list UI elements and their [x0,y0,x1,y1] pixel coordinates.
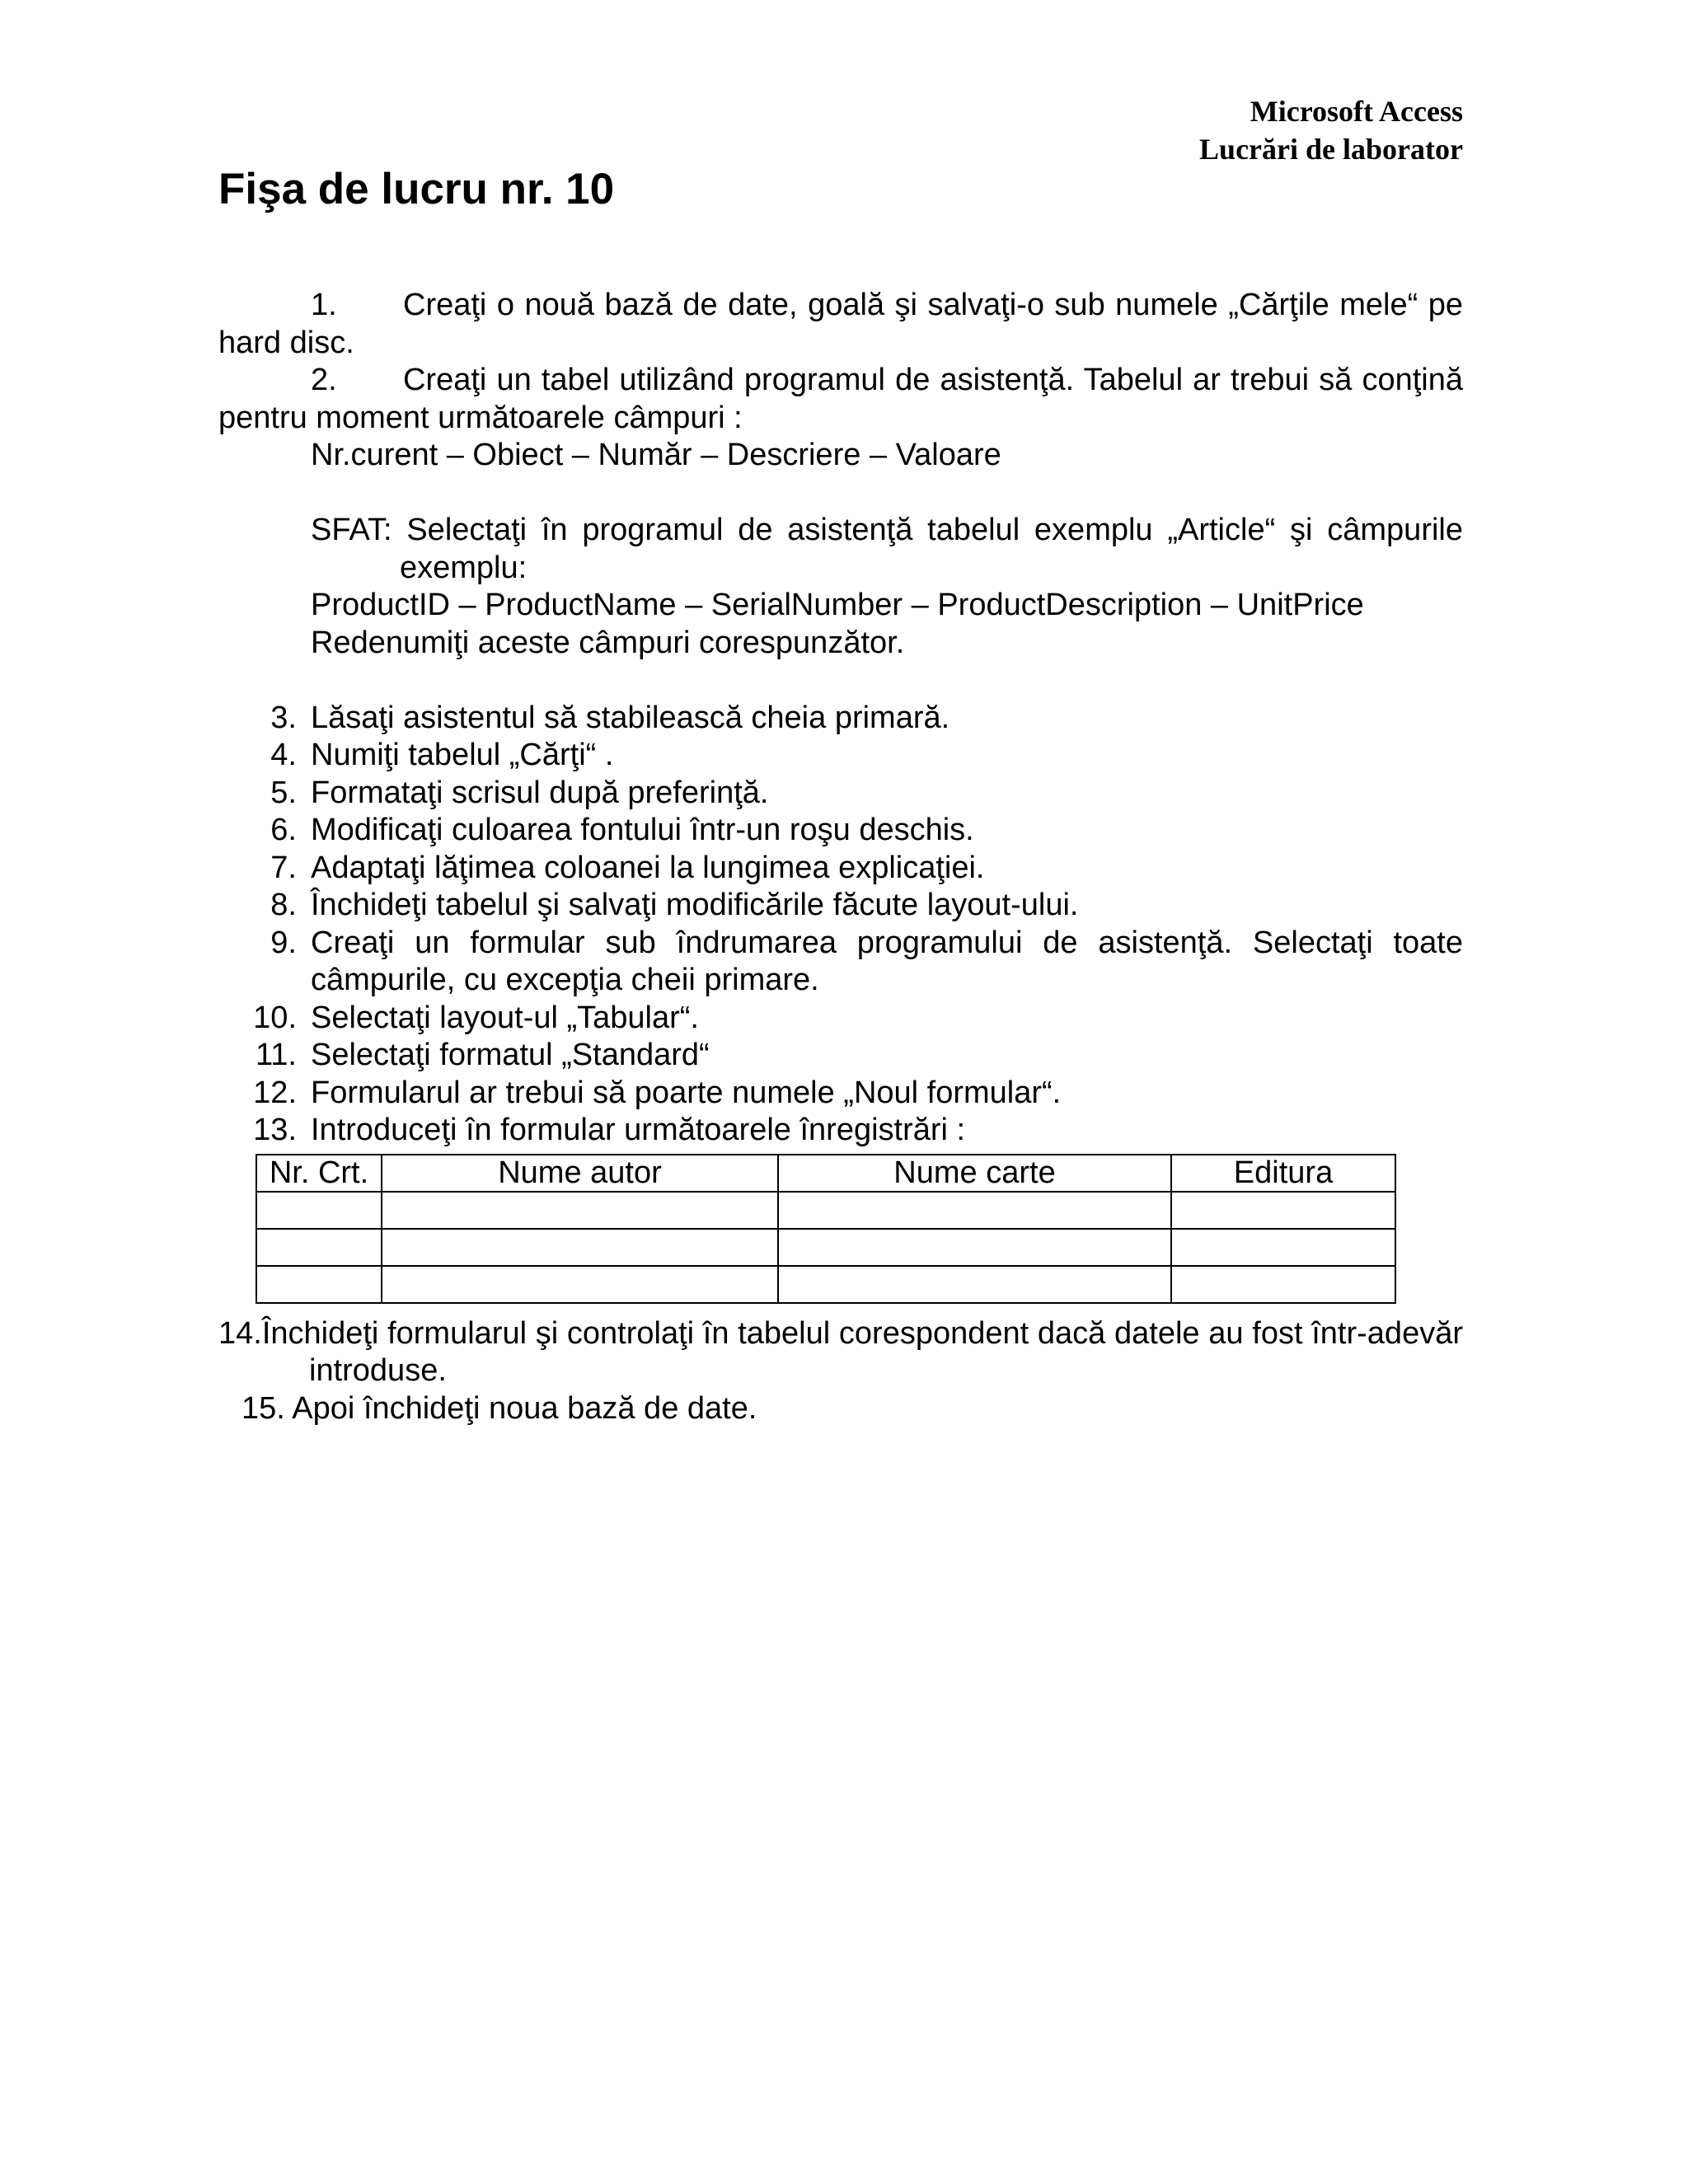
final-item-14-continuation: introduse. [309,1353,447,1388]
step-text: Formataţi scrisul după preferinţă. [311,775,769,810]
header-subtitle: Lucrări de laborator [1199,133,1463,166]
tip-line-3: ProductID – ProductName – SerialNumber – ProductDescription – UnitPrice [311,588,1364,622]
intro-item-2 [218,362,1463,400]
step-number: 7. [270,850,297,885]
intro-item-1-continuation: hard disc. [218,325,354,360]
page-title: Fişa de lucru nr. 10 [218,165,615,213]
table-cell [256,1192,382,1229]
table-cell [778,1229,1171,1266]
intro-item-2-continuation: pentru moment următoarele câmpuri : [218,400,743,435]
column-header: Nume autor [382,1155,778,1192]
step-number: 10. [253,1000,297,1035]
step-text: Modificaţi culoarea fontului într-un roşu deschis. [311,813,974,847]
step-item [218,1075,1463,1113]
table-cell [382,1266,778,1303]
step-number: 9. [270,925,297,960]
step-item [218,737,1463,775]
document-body [218,287,1463,1427]
step-text: Închideţi tabelul şi salvaţi modificările făcute layout-ului. [311,888,1079,922]
step-text: Creaţi un formular sub îndrumarea programului de asistenţă. Selectaţi toate câmpurile, cu excepţia cheii primare. [311,925,1463,997]
item-text: Creaţi o nouă bază de date, goală şi salvaţi-o sub numele „Cărţile mele“ pe [403,288,1463,322]
table-cell [1171,1229,1395,1266]
item-number: 1. [311,288,337,322]
header-app-name: Microsoft Access [1250,95,1463,128]
table-row [256,1266,1395,1303]
tip-line-1: SFAT: Selectaţi în programul de asistenţă tabelul exemplu „Article“ şi câmpurile [311,513,1463,547]
step-number: 5. [270,775,297,810]
step-number: 13. [253,1113,297,1147]
table-cell [1171,1266,1395,1303]
step-text: Selectaţi layout-ul „Tabular“. [311,1000,699,1035]
spacer [218,662,1463,700]
table-row [256,1192,1395,1229]
tip-line-4: Redenumiţi aceste câmpuri corespunzător. [311,625,905,660]
records-table [256,1154,1396,1304]
item-text: Creaţi un tabel utilizând programul de asistenţă. Tabelul ar trebui să conţină [403,363,1463,397]
document-header [1199,92,1463,168]
table-cell [382,1192,778,1229]
step-item [218,812,1463,850]
item-number: 14. [218,1315,262,1351]
step-text: Lăsaţi asistentul să stabilească cheia primară. [311,700,950,735]
item-text: Apoi închideţi noua bază de date. [292,1390,757,1426]
column-header: Nume carte [778,1155,1171,1192]
column-header: Nr. Crt. [256,1155,382,1192]
step-item [218,700,1463,738]
item-text: Închideţi formularul şi controlaţi în tabelul corespondent dacă datele au fost într-adevăr [261,1315,1463,1351]
step-text: Adaptaţi lăţimea coloanei la lungimea explicaţiei. [311,850,985,885]
step-number: 4. [270,738,297,772]
step-number: 11. [255,1038,297,1072]
final-item-14 [218,1315,1463,1353]
table-cell [778,1266,1171,1303]
table-cell [1171,1192,1395,1229]
step-number: 8. [270,888,297,922]
step-text: Numiţi tabelul „Cărţi“ . [311,738,614,772]
step-number: 3. [270,700,297,735]
step-text: Selectaţi formatul „Standard“ [311,1038,710,1072]
table-header-row [256,1155,1395,1192]
step-item [218,925,1463,1000]
step-item [218,887,1463,925]
table-cell [256,1229,382,1266]
table-cell [778,1192,1171,1229]
intro-item-1 [218,287,1463,325]
step-item [218,850,1463,888]
tip-line-2: exemplu: [400,550,528,585]
step-number: 6. [270,813,297,847]
table-cell [256,1266,382,1303]
column-header: Editura [1171,1155,1395,1192]
table-cell [382,1229,778,1266]
step-item [218,775,1463,813]
item-number: 2. [311,363,337,397]
fields-line: Nr.curent – Obiect – Număr – Descriere – Valoare [311,438,1001,472]
table-row [256,1229,1395,1266]
spacer [218,475,1463,513]
step-item [218,1000,1463,1038]
step-text: Introduceţi în formular următoarele înregistrări : [311,1113,966,1147]
step-item [218,1037,1463,1075]
final-item-15 [241,1390,1463,1428]
step-number: 12. [253,1075,297,1110]
item-number: 15. [241,1390,285,1426]
step-item [218,1112,1463,1150]
step-text: Formularul ar trebui să poarte numele „Noul formular“. [311,1075,1062,1110]
